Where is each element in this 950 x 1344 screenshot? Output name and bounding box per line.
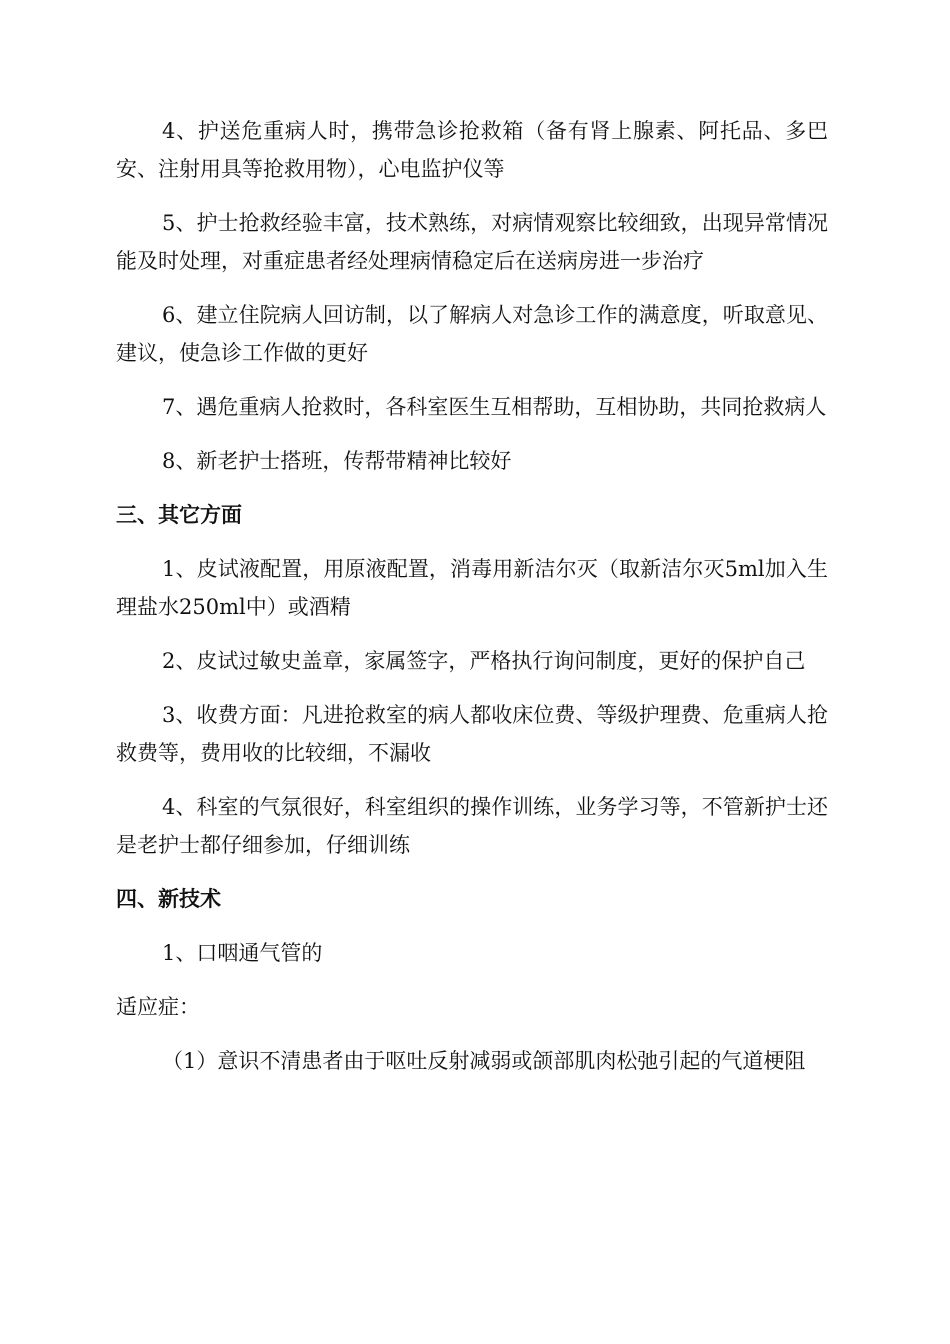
section-three-item-4: 4、科室的气氛很好，科室组织的操作训练，业务学习等，不管新护士还是老护士都仔细参加，仔细训练: [116, 795, 828, 857]
indications-label: 适应症：: [116, 995, 200, 1019]
paragraph-item-7: 7、遇危重病人抢救时，各科室医生互相帮助，互相协助，共同抢救病人: [162, 395, 827, 419]
paragraph-item-5: 5、护士抢救经验丰富，技术熟练，对病情观察比较细致，出现异常情况能及时处理，对重症患者经处理病情稳定后在送病房进一步治疗: [116, 211, 828, 273]
paragraph-item-6: 6、建立住院病人回访制，以了解病人对急诊工作的满意度，听取意见、建议，使急诊工作做的更好: [116, 303, 828, 365]
section-three-item-2: 2、皮试过敏史盖章，家属签字，严格执行询问制度，更好的保护自己: [162, 649, 806, 673]
section-four-heading: 四、新技术: [116, 887, 221, 911]
section-three-item-1: 1、皮试液配置，用原液配置，消毒用新洁尔灭（取新洁尔灭5ml加入生理盐水250ml中）或酒精: [116, 557, 828, 619]
paragraph-item-8: 8、新老护士搭班，传帮带精神比较好: [162, 449, 512, 473]
document-page: [116, 112, 828, 1096]
section-three-heading: 三、其它方面: [116, 503, 242, 527]
section-four-item-1: 1、口咽通气管的: [162, 941, 323, 965]
indication-1: （1）意识不清患者由于呕吐反射减弱或颌部肌肉松弛引起的气道梗阻: [162, 1049, 806, 1073]
paragraph-item-4: 4、护送危重病人时，携带急诊抢救箱（备有肾上腺素、阿托品、多巴安、注射用具等抢救用物），心电监护仪等: [116, 119, 828, 181]
section-three-item-3: 3、收费方面：凡进抢救室的病人都收床位费、等级护理费、危重病人抢救费等，费用收的比较细，不漏收: [116, 703, 828, 765]
